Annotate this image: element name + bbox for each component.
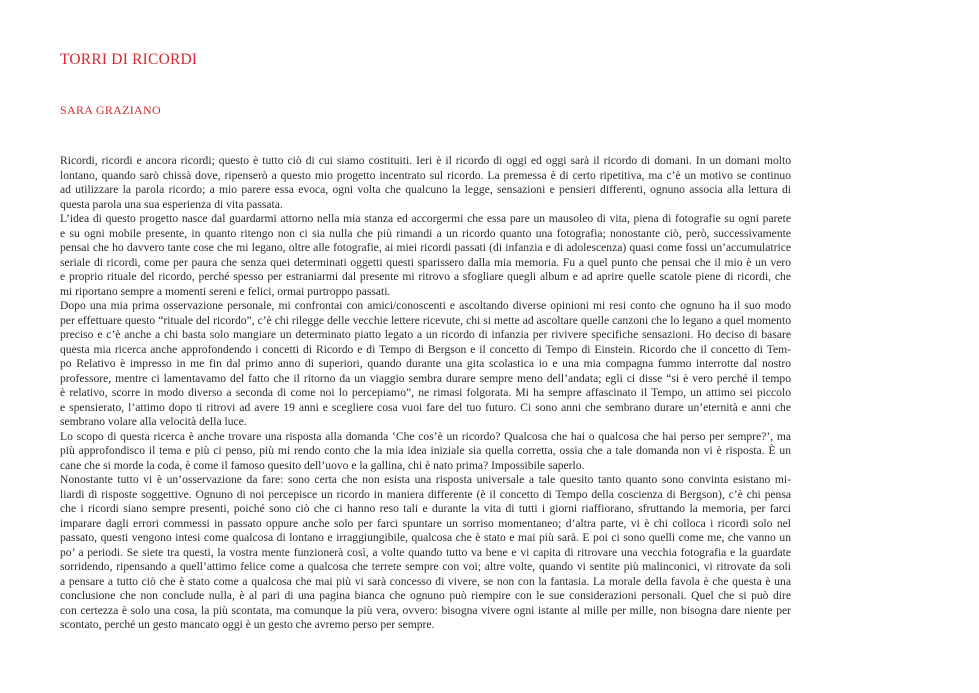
text-line: professore, mentre ci lamentavamo del fatto che il ritorno da un viaggio sembra durare sempre meno dell’andata; egli ci disse “si è vero perché il tempo — [60, 371, 791, 385]
text-line: L’idea di questo progetto nasce dal guardarmi attorno nella mia stanza ed accorgermi che essa pare un mausoleo di vita, piena di fotografie su ogni parete — [60, 212, 791, 225]
author-name: SARA GRAZIANO — [60, 103, 161, 117]
text-line: e spensierato, l’attimo dopo ti ritrovi ad avere 19 anni e scegliere cosa vuoi fare del tuo futuro. Ci sono anni che sembrano durare un’eternità e anni che — [60, 400, 791, 414]
text-line: pensai che ho davvero tante cose che mi legano, oltre alle fotografie, ai miei ricordi passati (di infanzia e di adolescenza) quasi come fossi un’accumulatrice — [60, 241, 791, 254]
text-line: Lo scopo di questa ricerca è anche trovare una risposta alla domanda ‘Che cos’è un ricordo? Qualcosa che hai o qualcosa che hai perso per sempre?’, ma — [60, 429, 791, 443]
paragraph — [60, 430, 791, 474]
document-body — [60, 154, 791, 633]
text-line: preciso e c’è anche a chi basta solo mangiare un determinato piatto legato a un ricordo di infanzia per rivivere specifiche sensazioni. Ho deciso di basare — [60, 328, 791, 341]
text-line: Dopo una mia prima osservazione personale, mi confrontai con amici/conoscenti e ascoltando diverse opinioni mi resi conto che ognuno ha il suo modo — [60, 299, 791, 312]
text-line: sorridendo, ripensando a quell’attimo felice come a qualcosa che terrete sempre con voi; altre volte, quando vi sentite più malinconici, vi ritrovate da soli — [60, 560, 791, 573]
text-line: Nonostante tutto vi è un’osservazione da fare: sono certa che non esista una risposta universale a tale quesito tanto quanto sono convinta esistano mi- — [60, 473, 791, 486]
paragraph — [60, 154, 791, 212]
text-line: che i ricordi siano sempre presenti, poiché sono ciò che ci hanno reso tali e durante la vita di tutti i giorni riaffiorano, sfruttando la memoria, per farci — [60, 502, 791, 515]
text-line: con certezza è solo una cosa, la più scontata, ma comunque la più vera, ovvero: bisogna vivere ogni istante al mille per mille, non bisogna dare niente per — [60, 603, 791, 617]
text-line: po Relativo è impresso in me fin dal primo anno di superiori, quando durante una gita scolastica io e una mia compagna fummo interrotte dal nostro — [60, 357, 791, 370]
text-line: per effettuare questo “rituale del ricordo”, c’è chi rilegge delle vecchie lettere ricevute, chi si mette ad ascoltare quelle canzoni che lo legano a quel momento — [60, 313, 791, 327]
text-line: è relativo, scorre in modo diverso a seconda di come noi lo percepiamo”, ne rimasi folgorata. Mi ha sempre affascinato il Tempo, un attimo sei piccolo — [60, 386, 791, 399]
text-line: lontano, quando sarò chissà dove, ripenserò a questo mio progetto incentrato sul ricordo. La premessa è di certo ripetitiva, ma c’è un motivo se continuo — [60, 168, 791, 182]
text-line: imparare dagli errori commessi in passato oppure anche solo per farci spuntare un sorriso momentaneo; d’altra parte, vi è chi colloca i ricordi solo nel — [60, 516, 791, 530]
text-line: più approfondisco il tema e più ci penso, più mi rendo conto che la mia idea iniziale sia quella corretta, ossia che a tale domanda non vi è risposta. È un — [60, 444, 791, 457]
text-line: e su ogni mobile presente, in quanto ritengo non ci sia nulla che più rimandi a un ricordo quanto una fotografia; nonostante ciò, però, successivamente — [60, 226, 791, 240]
text-line: conclusione che non conclude nulla, è al pari di una pagina bianca che ognuno può riempire con le sue considerazioni personali. Quel che si può dire — [60, 589, 791, 602]
text-line: Ricordi, ricordi e ancora ricordi; questo è tutto ciò di cui siamo costituiti. Ieri è il ricordo di oggi ed oggi sarà il ricordo di domani. In un domani molto — [60, 154, 791, 167]
text-line: questa parola una sua esperienza di vita passata. — [60, 197, 283, 211]
document-title: TORRI DI RICORDI — [60, 51, 198, 68]
text-line: ad utilizzare la parola ricordo; a mio parere essa evoca, ogni volta che qualcuno la legge, sensazioni e pensieri differenti, ognuno associa alla lettura di — [60, 183, 791, 196]
text-line: questa mia ricerca anche approfondendo i concetti di Ricordo e di Tempo di Bergson e il concetto di Tempo di Einstein. Ricordo che il concetto di Tem- — [60, 342, 791, 356]
text-line: po’ a periodi. Se siete tra questi, la vostra mente funzionerà così, a volte quando tutto va bene e vi capita di ritrovare una vecchia fotografia e la guardate — [60, 545, 791, 559]
paragraph — [60, 473, 791, 633]
text-line: a pensare a tutto ciò che è stato come a qualcosa che mai più vi sarà concesso di vivere, se non con la fantasia. La morale della favola è che questa è una — [60, 574, 791, 588]
text-line: sembrano volare alla velocità della luce. — [60, 415, 247, 428]
paragraph — [60, 299, 791, 430]
text-line: seriale di ricordi, come per paura che senza quei determinati oggetti questi sparissero dalla mia memoria. Fu a quel punto che pensai che il mio è un vero — [60, 255, 791, 269]
text-line: passato, questi vengono intesi come qualcosa di lontano e irraggiungibile, qualcosa che è stato e mai più sarà. E poi ci sono quelli come me, che vanno un — [60, 531, 791, 544]
text-line: scontato, perché un gesto mancato oggi è un gesto che avremo perso per sempre. — [60, 618, 435, 631]
text-line: cane che si morde la coda, è come il famoso quesito dell’uovo e la gallina, chi è nato prima? Impossibile saperlo. — [60, 458, 585, 472]
text-line: e proprio rituale del ricordo, perché spesso per estraniarmi dal presente mi ritrovo a sfogliare quegli album e ad aprire quelle scatole piene di ricordi, che — [60, 270, 791, 283]
text-line: liardi di risposte soggettive. Ognuno di noi percepisce un ricordo in maniera differente (è il concetto di Tempo della coscienza di Bergson), c’è chi pensa — [60, 487, 791, 501]
paragraph — [60, 212, 791, 299]
text-line: mi riportano sempre a momenti sereni e felici, ormai purtroppo passati. — [60, 284, 391, 298]
